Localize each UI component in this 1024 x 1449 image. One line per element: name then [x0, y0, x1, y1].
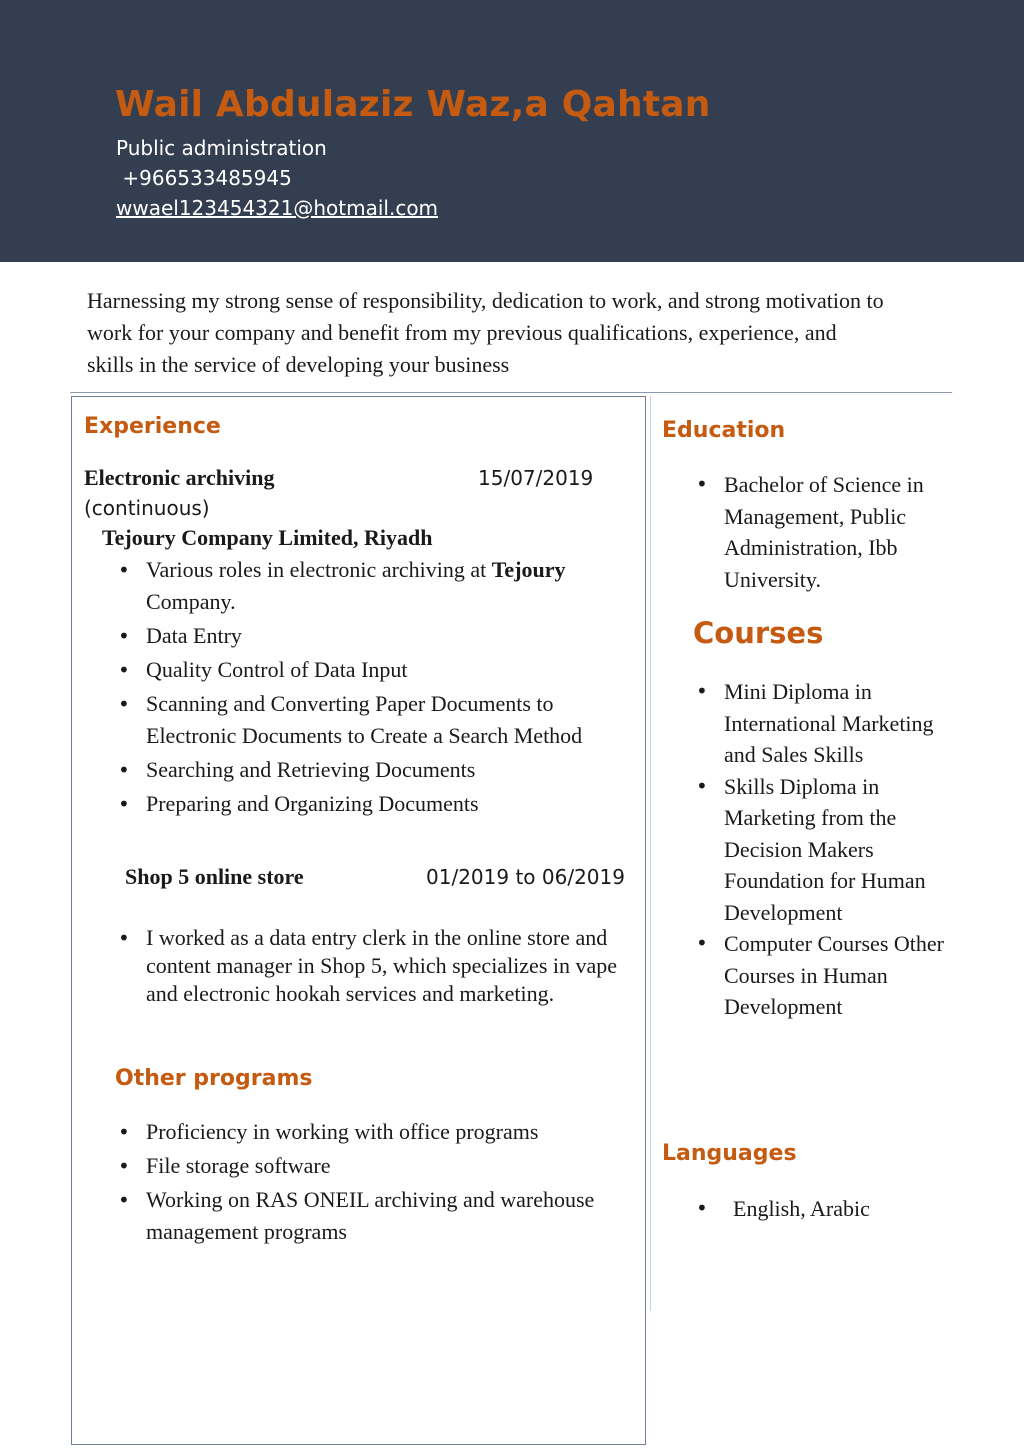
section-divider	[70, 392, 952, 393]
languages-list	[696, 1193, 956, 1224]
job-title: Public administration	[116, 136, 327, 160]
list-item: • Bachelor of Science in Management, Public Administration, Ibb University.	[696, 469, 956, 595]
list-item: • Quality Control of Data Input	[118, 654, 628, 686]
header-banner	[0, 0, 1024, 262]
list-item: • File storage software	[118, 1150, 608, 1182]
education-list	[696, 469, 956, 595]
other-programs-list	[118, 1116, 608, 1250]
email-link[interactable]: wwael123454321@hotmail.com	[116, 196, 439, 220]
courses-heading: Courses	[693, 616, 824, 650]
languages-heading: Languages	[662, 1141, 797, 1166]
list-item: • Preparing and Organizing Documents	[118, 788, 628, 820]
candidate-name: Wail Abdulaziz Waz,a Qahtan	[115, 84, 711, 125]
company-name-bold: Tejoury	[491, 557, 566, 582]
job1-status: (continuous)	[84, 496, 210, 520]
list-item: • I worked as a data entry clerk in the online store and content manager in Shop 5, which specializes in vape and electronic hookah services and marketing.	[118, 924, 633, 1008]
job2-title: Shop 5 online store	[125, 864, 304, 889]
job2-date: 01/2019 to 06/2019	[426, 865, 625, 889]
column-separator	[650, 396, 651, 1311]
list-item: • Proficiency in working with office programs	[118, 1116, 608, 1148]
list-item: • Skills Diploma in Marketing from the Decision Makers Foundation for Human Development	[696, 771, 956, 929]
experience-heading: Experience	[84, 414, 221, 439]
list-item: • Searching and Retrieving Documents	[118, 754, 628, 786]
job1-title: Electronic archiving	[84, 465, 275, 490]
list-item: • Mini Diploma in International Marketing and Sales Skills	[696, 676, 956, 771]
job2-duties-list	[118, 924, 633, 1008]
list-item	[118, 554, 628, 618]
list-item: • Working on RAS ONEIL archiving and warehouse management programs	[118, 1184, 608, 1248]
duty-text: Various roles in electronic archiving at	[146, 557, 492, 582]
job1-duties-list	[118, 554, 628, 822]
other-programs-heading: Other programs	[115, 1066, 313, 1091]
list-item: • Scanning and Converting Paper Documents to Electronic Documents to Create a Search Method	[118, 688, 628, 752]
phone-number: +966533485945	[116, 166, 292, 190]
courses-list	[696, 676, 956, 1023]
list-item: • Data Entry	[118, 620, 628, 652]
education-heading: Education	[662, 418, 786, 443]
list-item: • English, Arabic	[696, 1193, 956, 1224]
job1-company: Tejoury Company Limited, Riyadh	[102, 525, 433, 550]
list-item: • Computer Courses Other Courses in Human Development	[696, 928, 956, 1023]
summary-paragraph: Harnessing my strong sense of responsibility, dedication to work, and strong motivation to work for your company and benefit from my previous qualifications, experience, and skills in the service of developing your business	[87, 288, 884, 377]
duty-text: Company.	[146, 589, 236, 614]
job1-date: 15/07/2019	[478, 466, 594, 490]
